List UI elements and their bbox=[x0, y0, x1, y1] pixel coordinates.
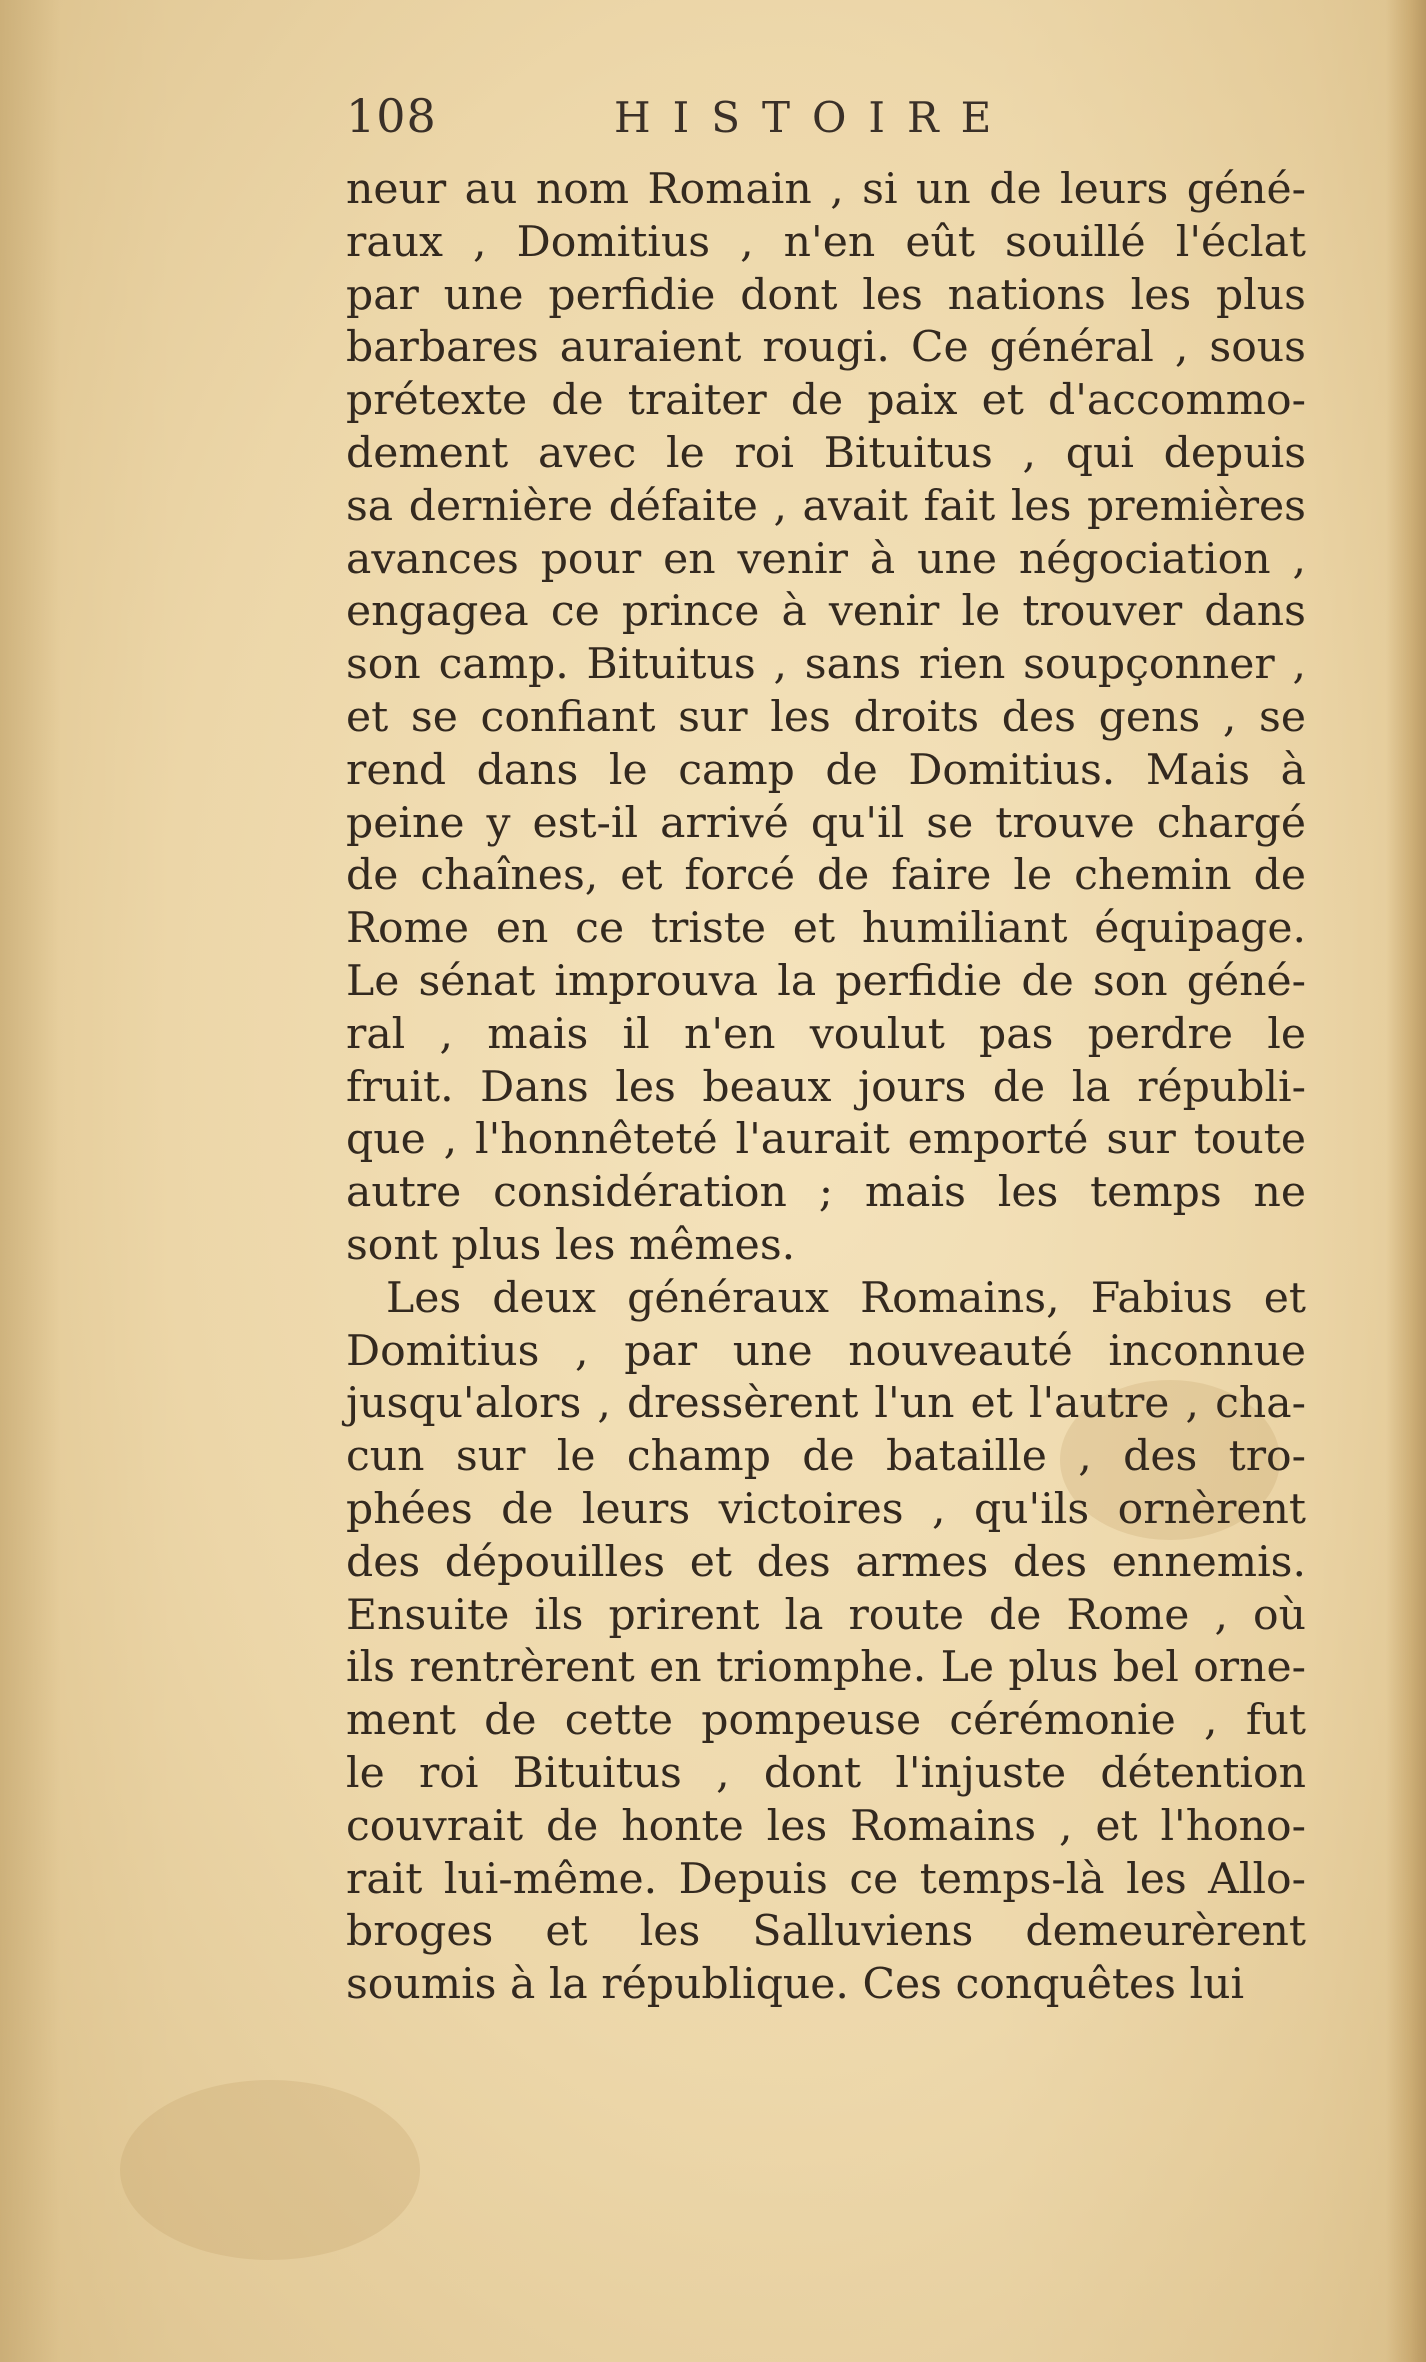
text-line: dement avec le roi Bituitus , qui depuis bbox=[346, 428, 1306, 478]
text-line: broges et les Salluviens demeurèrent bbox=[346, 1907, 1306, 1957]
text-line: le roi Bituitus , dont l'injuste détention bbox=[346, 1748, 1306, 1798]
text-line: son camp. Bituitus , sans rien soupçonner , bbox=[346, 640, 1306, 690]
gutter-shadow bbox=[0, 0, 60, 2362]
text-line: des dépouilles et des armes des ennemis. bbox=[346, 1537, 1306, 1587]
text-line: raux , Domitius , n'en eût souillé l'éclat bbox=[346, 217, 1306, 267]
paragraph bbox=[346, 1273, 1306, 2012]
text-line: de chaînes, et forcé de faire le chemin de bbox=[346, 851, 1306, 901]
text-line: ment de cette pompeuse cérémonie , fut bbox=[346, 1696, 1306, 1746]
text-line: et se confiant sur les droits des gens , se bbox=[346, 692, 1306, 742]
text-line: prétexte de traiter de paix et d'accommo- bbox=[346, 376, 1306, 426]
text-line: Le sénat improuva la perfidie de son géné- bbox=[346, 956, 1306, 1006]
paper-stain bbox=[120, 2080, 420, 2260]
page-header bbox=[346, 85, 1306, 155]
page-number: 108 bbox=[346, 89, 437, 143]
text-line: jusqu'alors , dressèrent l'un et l'autre , cha- bbox=[346, 1379, 1306, 1429]
text-line: soumis à la république. Ces conquêtes lui bbox=[346, 1960, 1245, 2010]
text-line: avances pour en venir à une négociation , bbox=[346, 534, 1306, 584]
text-line: barbares auraient rougi. Ce général , sous bbox=[346, 323, 1306, 373]
text-line: Rome en ce triste et humiliant équipage. bbox=[346, 904, 1306, 954]
running-head: HISTOIRE bbox=[614, 93, 1014, 142]
text-line: neur au nom Romain , si un de leurs géné- bbox=[346, 165, 1306, 214]
text-line: sont plus les mêmes. bbox=[346, 1220, 796, 1270]
text-line: Domitius , par une nouveauté inconnue bbox=[346, 1326, 1306, 1376]
text-line: rend dans le camp de Domitius. Mais à bbox=[346, 745, 1306, 795]
text-line: par une perfidie dont les nations les plus bbox=[346, 270, 1306, 320]
text-line: Les deux généraux Romains, Fabius et bbox=[386, 1273, 1306, 1323]
text-line: sa dernière défaite , avait fait les premières bbox=[346, 481, 1306, 531]
text-line: que , l'honnêteté l'aurait emporté sur toute bbox=[346, 1115, 1306, 1165]
text-line: rait lui-même. Depuis ce temps-là les Allo- bbox=[346, 1854, 1306, 1904]
body-text bbox=[346, 164, 1306, 2012]
text-line: engagea ce prince à venir le trouver dans bbox=[346, 587, 1306, 637]
paragraph bbox=[346, 164, 1306, 1273]
text-line: phées de leurs victoires , qu'ils ornèrent bbox=[346, 1484, 1306, 1534]
text-line: Ensuite ils prirent la route de Rome , où bbox=[346, 1590, 1306, 1640]
page-edge bbox=[1386, 0, 1426, 2362]
text-line: ils rentrèrent en triomphe. Le plus bel orne- bbox=[346, 1643, 1306, 1693]
text-line: autre considération ; mais les temps ne bbox=[346, 1168, 1306, 1218]
text-line: peine y est-il arrivé qu'il se trouve chargé bbox=[346, 798, 1306, 848]
text-line: couvrait de honte les Romains , et l'hono- bbox=[346, 1801, 1306, 1851]
text-line: cun sur le champ de bataille , des tro- bbox=[346, 1432, 1306, 1482]
text-line: fruit. Dans les beaux jours de la républi- bbox=[346, 1062, 1306, 1112]
text-line: ral , mais il n'en voulut pas perdre le bbox=[346, 1009, 1306, 1059]
